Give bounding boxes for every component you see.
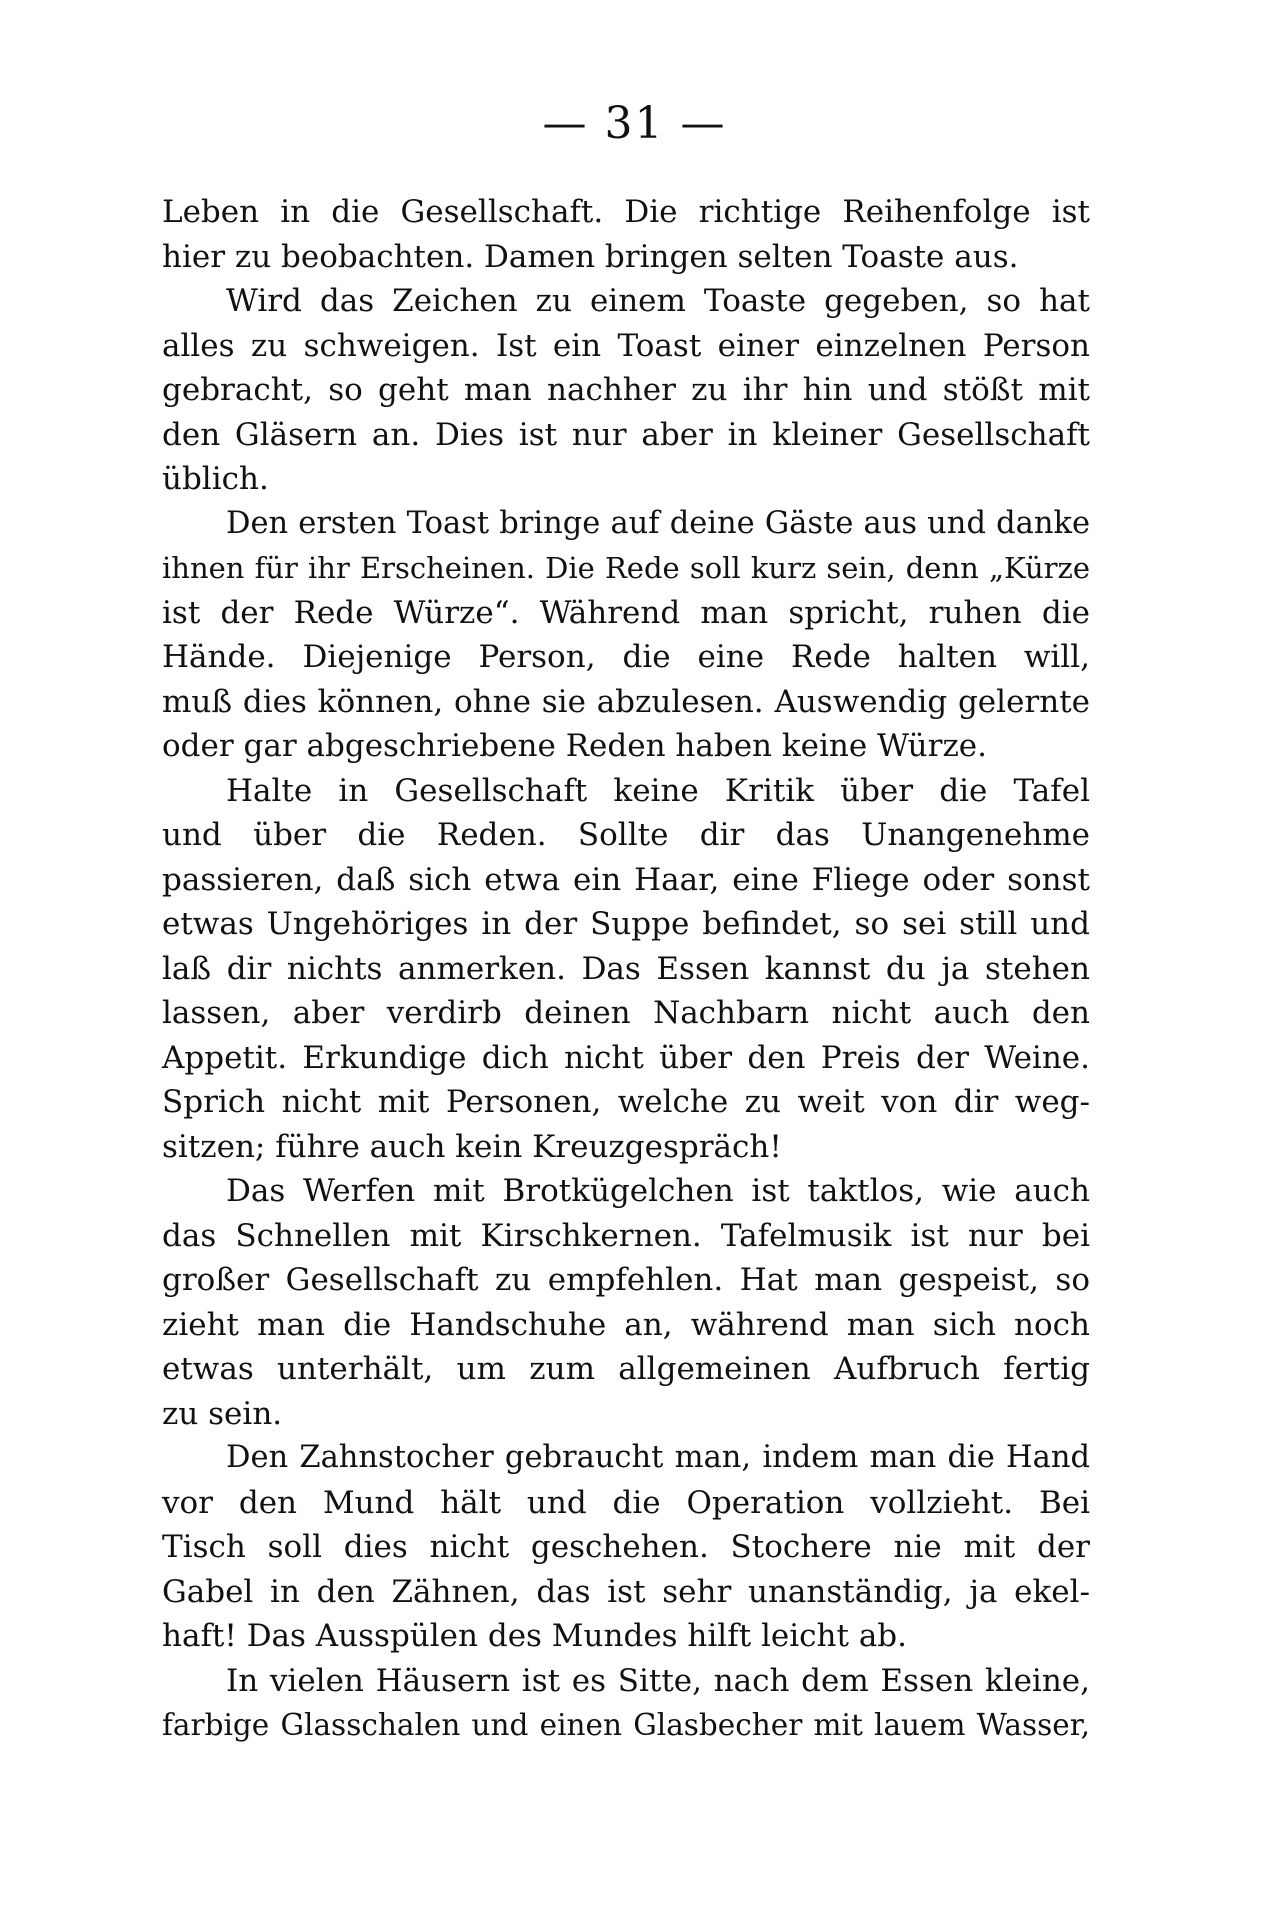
text-line: etwas unterhält, um zum allgemeinen Aufbruch fertig xyxy=(162,1351,1090,1387)
text-line: Appetit. Erkundige dich nicht über den Preis der Weine. xyxy=(162,1039,1090,1076)
text-line: zu sein. xyxy=(162,1395,283,1432)
text-line: lassen, aber verdirb deinen Nachbarn nicht auch den xyxy=(162,995,1090,1031)
text-line: großer Gesellschaft zu empfehlen. Hat man gespeist, so xyxy=(162,1262,1090,1298)
body-text xyxy=(162,190,1090,1748)
text-line: Den Zahnstocher gebraucht man, indem man die Hand xyxy=(226,1440,1090,1475)
text-line: haft! Das Ausspülen des Mundes hilft leicht ab. xyxy=(162,1618,907,1654)
text-line: den Gläsern an. Dies ist nur aber in kleiner Gesellschaft xyxy=(162,416,1090,453)
text-line: Das Werfen mit Brotkügelchen ist taktlos, wie auch xyxy=(226,1173,1090,1209)
text-line: Leben in die Gesellschaft. Die richtige Reihenfolge ist xyxy=(162,194,1090,230)
text-line: das Schnellen mit Kirschkernen. Tafelmusik ist nur bei xyxy=(162,1217,1090,1254)
page-number: — 31 — xyxy=(542,98,727,149)
text-line: alles zu schweigen. Ist ein Toast einer einzelnen Person xyxy=(162,327,1090,364)
text-line: laß dir nichts anmerken. Das Essen kannst du ja stehen xyxy=(162,950,1090,987)
text-line: hier zu beobachten. Damen bringen selten Toaste aus. xyxy=(162,238,1019,275)
text-line: Tisch soll dies nicht geschehen. Stochere nie mit der xyxy=(162,1529,1090,1565)
text-line: und über die Reden. Sollte dir das Unangenehme xyxy=(162,817,1090,853)
text-line: Hände. Diejenige Person, die eine Rede halten will, xyxy=(162,639,1090,675)
text-line: üblich. xyxy=(162,461,269,497)
text-line: farbige Glasschalen und einen Glasbecher mit lauem Wasser, xyxy=(162,1708,1090,1742)
text-line: Wird das Zeichen zu einem Toaste gegeben, so hat xyxy=(226,283,1090,319)
text-line: gebracht, so geht man nachher zu ihr hin und stößt mit xyxy=(162,372,1090,408)
text-line: Den ersten Toast bringe auf deine Gäste aus und danke xyxy=(226,505,1090,541)
text-line: sitzen; führe auch kein Kreuzgespräch! xyxy=(162,1128,782,1165)
text-line: In vielen Häusern ist es Sitte, nach dem Essen kleine, xyxy=(226,1662,1090,1699)
text-line: Gabel in den Zähnen, das ist sehr unanständig, ja ekel- xyxy=(162,1573,1090,1610)
text-line: Sprich nicht mit Personen, welche zu weit von dir weg- xyxy=(162,1084,1090,1120)
text-line: oder gar abgeschriebene Reden haben keine Würze. xyxy=(162,728,987,764)
text-line: Halte in Gesellschaft keine Kritik über die Tafel xyxy=(226,772,1090,809)
text-line: vor den Mund hält und die Operation vollzieht. Bei xyxy=(162,1484,1090,1521)
text-line: ihnen für ihr Erscheinen. Die Rede soll kurz sein, denn „Kürze xyxy=(162,551,1090,585)
text-line: muß dies können, ohne sie abzulesen. Auswendig gelernte xyxy=(162,683,1090,720)
text-line: zieht man die Handschuhe an, während man sich noch xyxy=(162,1306,1090,1343)
text-line: ist der Rede Würze“. Während man spricht, ruhen die xyxy=(162,594,1090,631)
text-line: passieren, daß sich etwa ein Haar, eine Fliege oder sonst xyxy=(162,861,1090,898)
text-line: etwas Ungehöriges in der Suppe befindet, so sei still und xyxy=(162,906,1090,942)
